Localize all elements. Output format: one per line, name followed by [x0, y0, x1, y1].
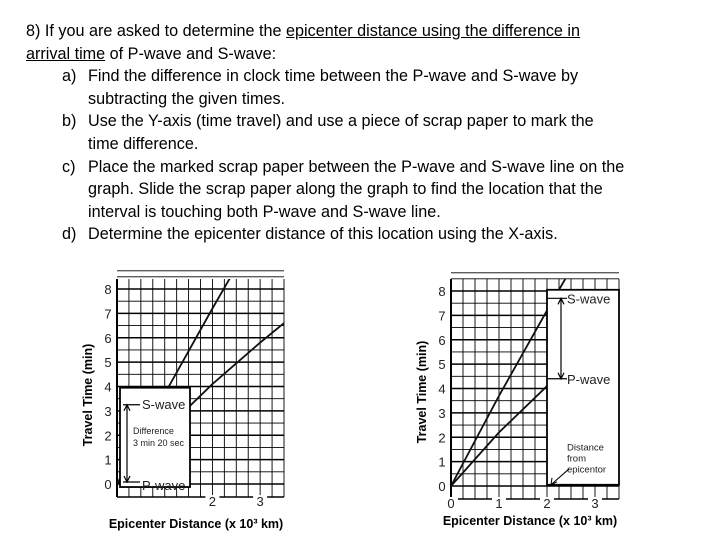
y-tick-label: 2: [104, 428, 112, 444]
distance-annotation: epicentor: [567, 464, 607, 476]
y-tick-label: 7: [104, 306, 112, 322]
difference-value-annotation: 3 min 20 sec: [133, 438, 185, 449]
distance-annotation: Distance: [567, 442, 604, 454]
y-tick-label: 4: [104, 379, 112, 395]
step-text: subtracting the given times.: [88, 89, 286, 108]
question-suffix: of P-wave and S-wave:: [105, 44, 277, 63]
question-underlined-1: epicenter distance using the difference in: [286, 22, 581, 40]
x-axis-label: Epicenter Distance (x 10³ km): [442, 514, 618, 528]
y-tick-label: 5: [104, 355, 112, 371]
p-wave-annotation: P-wave: [567, 371, 611, 387]
chart-2: [415, 269, 619, 528]
y-tick-label: 1: [104, 452, 112, 468]
y-axis-label: Travel Time (min): [81, 343, 95, 447]
step-label: a): [62, 67, 77, 86]
x-tick-label: 3: [591, 496, 599, 511]
distance-annotation: from: [567, 453, 586, 465]
step-text: Use the Y-axis (time travel) and use a piece of scrap paper to mark the: [88, 112, 594, 131]
step-label: b): [62, 112, 77, 131]
step-text: graph. Slide the scrap paper along the graph to find the location that the: [88, 180, 603, 199]
step-text: Place the marked scrap paper between the P-wave and S-wave line on the: [88, 157, 625, 176]
y-tick-label: 6: [104, 330, 112, 346]
y-tick-label: 0: [438, 479, 446, 494]
y-tick-label: 5: [438, 357, 446, 373]
y-tick-label: 0: [104, 477, 112, 492]
y-axis-label: Travel Time (min): [415, 340, 429, 444]
y-tick-label: 4: [438, 381, 446, 397]
y-tick-label: 3: [438, 405, 446, 421]
p-wave-annotation: P-wave: [142, 478, 186, 493]
y-tick-label: 1: [438, 454, 446, 470]
y-tick-label: 8: [104, 282, 112, 297]
step-label: d): [62, 225, 77, 244]
y-tick-label: 7: [438, 308, 446, 324]
step-text: time difference.: [88, 134, 199, 153]
y-tick-label: 6: [438, 332, 446, 348]
s-wave-annotation: S-wave: [142, 396, 186, 412]
y-tick-label: 8: [438, 284, 446, 299]
y-tick-label: 3: [104, 403, 112, 419]
x-tick-label: 0: [447, 496, 455, 511]
question-underlined-2: arrival time: [26, 44, 106, 63]
y-tick-label: 2: [438, 430, 446, 446]
step-text: interval is touching both P-wave and S-wave line.: [88, 202, 441, 221]
difference-annotation: Difference: [133, 426, 174, 437]
x-tick-label: 2: [208, 494, 217, 509]
step-text: Find the difference in clock time between the P-wave and S-wave by: [88, 67, 579, 86]
x-tick-label: 2: [543, 496, 551, 511]
x-tick-label: 3: [256, 494, 264, 509]
chart-1: [81, 267, 284, 531]
x-tick-label: 1: [495, 496, 503, 511]
question-prefix: 8) If you are asked to determine the: [26, 22, 287, 40]
step-label: c): [62, 157, 76, 176]
x-axis-label: Epicenter Distance (x 10³ km): [108, 517, 284, 531]
s-wave-annotation: S-wave: [567, 291, 611, 307]
step-text: Determine the epicenter distance of this location using the X-axis.: [88, 225, 558, 244]
